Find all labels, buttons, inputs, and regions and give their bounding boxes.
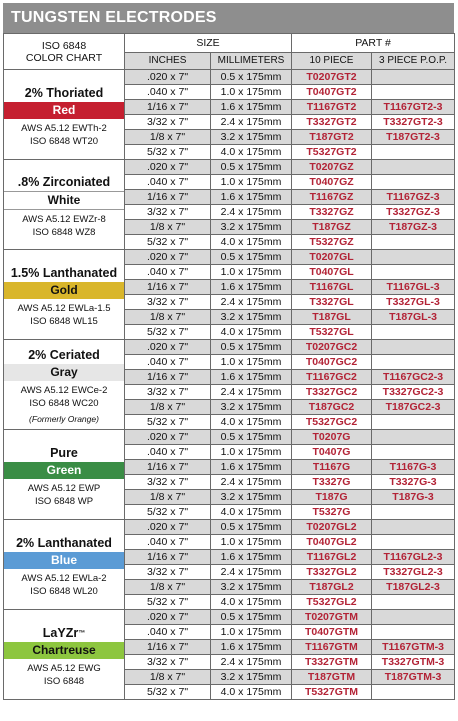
electrode-type-info [4, 532, 124, 598]
iso-spec: ISO 6848 [43, 675, 85, 687]
aws-spec: AWS A5.12 EWCe-2 [20, 385, 108, 396]
part-3-piece-cell: T1167GT2-3 [372, 100, 455, 115]
part-3-piece-cell: T187GL-3 [372, 310, 455, 325]
part-10-piece-cell: T187GZ [292, 220, 372, 235]
size-inches-cell: 1/8 x 7" [125, 490, 211, 505]
size-inches-cell: .040 x 7" [125, 625, 211, 640]
color-chart-header-line1: ISO 6848 [41, 39, 87, 52]
size-mm-cell: 4.0 x 175mm [211, 595, 292, 610]
size-mm-cell: 4.0 x 175mm [211, 235, 292, 250]
part-3-piece-cell [372, 520, 455, 535]
part-3-piece-cell: T187GT2-3 [372, 130, 455, 145]
part-10-piece-cell: T0207GL2 [292, 520, 372, 535]
millimeters-header: MILLIMETERS [211, 53, 292, 70]
part-3-piece-cell: T1167GL2-3 [372, 550, 455, 565]
color-chart-header-line2: COLOR CHART [25, 51, 103, 64]
size-mm-cell: 3.2 x 175mm [211, 490, 292, 505]
size-inches-cell: 3/32 x 7" [125, 655, 211, 670]
part-header: PART # [292, 34, 455, 53]
part-3-piece-cell: T3327GZ-3 [372, 205, 455, 220]
color-swatch: Gray [4, 364, 124, 381]
size-inches-cell: 1/16 x 7" [125, 100, 211, 115]
size-mm-cell: 1.6 x 175mm [211, 190, 292, 205]
electrode-type-info [4, 171, 124, 239]
electrode-type-name-text: LaYZr [42, 625, 79, 640]
size-inches-cell: 5/32 x 7" [125, 595, 211, 610]
color-swatch: Red [4, 102, 124, 119]
size-inches-cell: 3/32 x 7" [125, 475, 211, 490]
part-10-piece-cell: T0207GC2 [292, 340, 372, 355]
part-10-piece-cell: T3327GL2 [292, 565, 372, 580]
aws-spec: AWS A5.12 EWLa-2 [21, 572, 107, 584]
electrode-type-info [4, 262, 124, 328]
part-3-piece-cell [372, 355, 455, 370]
size-mm-cell: 2.4 x 175mm [211, 295, 292, 310]
electrode-type-info [4, 622, 124, 688]
part-10-piece-cell: T0407GL [292, 265, 372, 280]
part-3-piece-cell [372, 610, 455, 625]
size-inches-cell: 3/32 x 7" [125, 295, 211, 310]
part-10-piece-cell: T3327GT2 [292, 115, 372, 130]
size-mm-cell: 1.0 x 175mm [211, 85, 292, 100]
color-swatch: Green [4, 462, 124, 479]
iso-spec: ISO 6848 WT20 [29, 135, 99, 147]
size-mm-cell: 1.0 x 175mm [211, 355, 292, 370]
aws-spec: AWS A5.12 EWG [27, 662, 101, 674]
iso-spec: ISO 6848 WL20 [30, 585, 98, 597]
size-inches-cell: .020 x 7" [125, 340, 211, 355]
size-mm-cell: 2.4 x 175mm [211, 475, 292, 490]
part-3-piece-cell [372, 70, 455, 85]
part-10-piece-cell: T5327GC2 [292, 415, 372, 430]
part-3-piece-cell: T1167GC2-3 [372, 370, 455, 385]
size-inches-cell: .020 x 7" [125, 160, 211, 175]
size-mm-cell: 0.5 x 175mm [211, 610, 292, 625]
size-mm-cell: 3.2 x 175mm [211, 400, 292, 415]
electrode-type-name-text: 2% Lanthanated [16, 535, 112, 550]
iso-spec: ISO 6848 WC20 [29, 398, 99, 409]
size-inches-cell: 1/8 x 7" [125, 580, 211, 595]
part-3-piece-cell: T1167GTM-3 [372, 640, 455, 655]
size-mm-cell: 1.6 x 175mm [211, 460, 292, 475]
part-10-piece-cell: T5327GTM [292, 685, 372, 700]
table-row [4, 610, 455, 625]
electrode-type-name-text: 1.5% Lanthanated [10, 265, 118, 280]
size-inches-cell: 1/16 x 7" [125, 640, 211, 655]
electrode-type-name-text: 2% Thoriated [24, 85, 104, 100]
size-mm-cell: 1.6 x 175mm [211, 370, 292, 385]
part-3-piece-cell [372, 415, 455, 430]
part-3-piece-cell: T187GZ-3 [372, 220, 455, 235]
size-inches-cell: 5/32 x 7" [125, 685, 211, 700]
part-10-piece-cell: T187GTM [292, 670, 372, 685]
part-10-piece-cell: T187G [292, 490, 372, 505]
electrode-type-name [50, 446, 78, 461]
iso-spec: ISO 6848 WZ8 [32, 226, 96, 238]
part-10-piece-cell: T1167GT2 [292, 100, 372, 115]
part-10-piece-cell: T5327G [292, 505, 372, 520]
size-mm-cell: 0.5 x 175mm [211, 160, 292, 175]
part-10-piece-cell: T1167G [292, 460, 372, 475]
size-inches-cell: .020 x 7" [125, 250, 211, 265]
part-10-piece-cell: T5327GL2 [292, 595, 372, 610]
size-inches-cell: 5/32 x 7" [125, 505, 211, 520]
part-3-piece-cell: T1167G-3 [372, 460, 455, 475]
size-inches-cell: .040 x 7" [125, 445, 211, 460]
size-inches-cell: 5/32 x 7" [125, 415, 211, 430]
table-row [4, 430, 455, 445]
part-3-piece-cell [372, 625, 455, 640]
size-inches-cell: 3/32 x 7" [125, 205, 211, 220]
size-header: SIZE [125, 34, 292, 53]
size-inches-cell: .040 x 7" [125, 535, 211, 550]
size-inches-cell: .020 x 7" [125, 70, 211, 85]
size-mm-cell: 2.4 x 175mm [211, 115, 292, 130]
part-3-piece-cell [372, 235, 455, 250]
size-mm-cell: 4.0 x 175mm [211, 145, 292, 160]
part-10-piece-cell: T1167GTM [292, 640, 372, 655]
size-mm-cell: 1.0 x 175mm [211, 265, 292, 280]
color-swatch: Blue [4, 552, 124, 569]
iso-spec: ISO 6848 WL15 [30, 315, 98, 327]
part-3-piece-cell: T3327GTM-3 [372, 655, 455, 670]
part-3-piece-cell [372, 175, 455, 190]
table-row [4, 520, 455, 535]
size-inches-cell: 1/8 x 7" [125, 400, 211, 415]
part-3-piece-cell: T1167GZ-3 [372, 190, 455, 205]
electrode-type-name [43, 626, 85, 641]
page-title: TUNGSTEN ELECTRODES [3, 3, 454, 33]
size-inches-cell: 1/8 x 7" [125, 670, 211, 685]
size-inches-cell: 3/32 x 7" [125, 565, 211, 580]
size-mm-cell: 0.5 x 175mm [211, 520, 292, 535]
part-3-piece-cell [372, 85, 455, 100]
part-10-piece-cell: T187GT2 [292, 130, 372, 145]
part-10-piece-cell: T1167GZ [292, 190, 372, 205]
electrode-type-name [11, 266, 117, 281]
inches-header: INCHES [125, 53, 211, 70]
size-inches-cell: .040 x 7" [125, 85, 211, 100]
ten-piece-header: 10 PIECE [292, 53, 372, 70]
size-inches-cell: 5/32 x 7" [125, 325, 211, 340]
size-inches-cell: .020 x 7" [125, 520, 211, 535]
part-3-piece-cell [372, 445, 455, 460]
part-10-piece-cell: T3327GC2 [292, 385, 372, 400]
size-inches-cell: 3/32 x 7" [125, 385, 211, 400]
size-mm-cell: 1.0 x 175mm [211, 445, 292, 460]
electrode-type-name-text: Pure [50, 445, 78, 460]
part-10-piece-cell: T3327GZ [292, 205, 372, 220]
size-inches-cell: 1/8 x 7" [125, 220, 211, 235]
part-3-piece-cell [372, 535, 455, 550]
part-3-piece-cell [372, 595, 455, 610]
size-mm-cell: 1.0 x 175mm [211, 175, 292, 190]
size-inches-cell: .040 x 7" [125, 175, 211, 190]
size-mm-cell: 2.4 x 175mm [211, 385, 292, 400]
electrode-type-info [4, 442, 124, 508]
part-3-piece-cell [372, 160, 455, 175]
part-3-piece-cell: T3327GL-3 [372, 295, 455, 310]
electrode-type-cell [4, 250, 125, 340]
table-row [4, 70, 455, 85]
part-10-piece-cell: T0407GC2 [292, 355, 372, 370]
part-3-piece-cell [372, 685, 455, 700]
electrode-type-cell [4, 160, 125, 250]
part-10-piece-cell: T187GC2 [292, 400, 372, 415]
size-mm-cell: 1.6 x 175mm [211, 640, 292, 655]
part-3-piece-cell: T3327GL2-3 [372, 565, 455, 580]
color-chart-header [4, 34, 125, 70]
size-inches-cell: 1/16 x 7" [125, 370, 211, 385]
size-mm-cell: 1.0 x 175mm [211, 535, 292, 550]
part-3-piece-cell [372, 250, 455, 265]
part-3-piece-cell [372, 505, 455, 520]
trademark-symbol: ™ [78, 629, 86, 637]
size-inches-cell: .020 x 7" [125, 610, 211, 625]
aws-spec: AWS A5.12 EWZr-8 [22, 213, 106, 225]
electrode-type-cell [4, 70, 125, 160]
size-inches-cell: 5/32 x 7" [125, 145, 211, 160]
part-10-piece-cell: T0407G [292, 445, 372, 460]
size-mm-cell: 4.0 x 175mm [211, 325, 292, 340]
part-3-piece-cell [372, 145, 455, 160]
aws-spec: AWS A5.12 EWLa-1.5 [17, 302, 111, 314]
electrode-type-info [4, 82, 124, 148]
part-10-piece-cell: T0207GZ [292, 160, 372, 175]
size-mm-cell: 3.2 x 175mm [211, 310, 292, 325]
electrode-type-name-text: .8% Zirconiated [17, 174, 111, 189]
size-inches-cell: 1/16 x 7" [125, 190, 211, 205]
part-10-piece-cell: T0407GL2 [292, 535, 372, 550]
size-mm-cell: 4.0 x 175mm [211, 685, 292, 700]
size-mm-cell: 4.0 x 175mm [211, 505, 292, 520]
size-mm-cell: 0.5 x 175mm [211, 430, 292, 445]
part-3-piece-cell: T3327GC2-3 [372, 385, 455, 400]
color-swatch: Chartreuse [4, 642, 124, 659]
part-3-piece-cell: T1167GL-3 [372, 280, 455, 295]
part-10-piece-cell: T1167GL [292, 280, 372, 295]
electrode-type-name [25, 86, 104, 101]
size-inches-cell: 1/8 x 7" [125, 310, 211, 325]
size-mm-cell: 1.6 x 175mm [211, 280, 292, 295]
size-inches-cell: 1/16 x 7" [125, 280, 211, 295]
size-mm-cell: 3.2 x 175mm [211, 220, 292, 235]
part-10-piece-cell: T0407GZ [292, 175, 372, 190]
size-mm-cell: 0.5 x 175mm [211, 340, 292, 355]
size-mm-cell: 3.2 x 175mm [211, 130, 292, 145]
electrode-table [3, 33, 455, 700]
size-mm-cell: 3.2 x 175mm [211, 580, 292, 595]
part-3-piece-cell: T187GTM-3 [372, 670, 455, 685]
table-row [4, 250, 455, 265]
part-10-piece-cell: T187GL [292, 310, 372, 325]
aws-spec: AWS A5.12 EWP [27, 482, 101, 494]
part-10-piece-cell: T0207GL [292, 250, 372, 265]
color-swatch: Gold [4, 282, 124, 299]
part-10-piece-cell: T0207G [292, 430, 372, 445]
part-10-piece-cell: T5327GT2 [292, 145, 372, 160]
size-mm-cell: 2.4 x 175mm [211, 655, 292, 670]
part-3-piece-cell: T3327G-3 [372, 475, 455, 490]
part-10-piece-cell: T0207GT2 [292, 70, 372, 85]
part-10-piece-cell: T187GL2 [292, 580, 372, 595]
iso-spec: ISO 6848 WP [34, 495, 94, 507]
part-10-piece-cell: T0207GTM [292, 610, 372, 625]
part-3-piece-cell [372, 325, 455, 340]
part-10-piece-cell: T5327GZ [292, 235, 372, 250]
electrode-type-cell [4, 430, 125, 520]
part-3-piece-cell [372, 265, 455, 280]
electrode-type-cell [4, 340, 125, 430]
size-inches-cell: 3/32 x 7" [125, 115, 211, 130]
size-mm-cell: 1.0 x 175mm [211, 625, 292, 640]
size-inches-cell: 1/16 x 7" [125, 550, 211, 565]
size-inches-cell: .020 x 7" [125, 430, 211, 445]
size-mm-cell: 3.2 x 175mm [211, 670, 292, 685]
size-mm-cell: 1.6 x 175mm [211, 100, 292, 115]
part-10-piece-cell: T1167GC2 [292, 370, 372, 385]
part-10-piece-cell: T1167GL2 [292, 550, 372, 565]
size-inches-cell: .040 x 7" [125, 265, 211, 280]
part-10-piece-cell: T0407GTM [292, 625, 372, 640]
size-mm-cell: 2.4 x 175mm [211, 565, 292, 580]
table-row [4, 160, 455, 175]
part-10-piece-cell: T3327GL [292, 295, 372, 310]
three-piece-header: 3 PIECE P.O.P. [372, 53, 455, 70]
part-10-piece-cell: T3327GTM [292, 655, 372, 670]
size-mm-cell: 4.0 x 175mm [211, 415, 292, 430]
size-inches-cell: 1/8 x 7" [125, 130, 211, 145]
size-mm-cell: 0.5 x 175mm [211, 70, 292, 85]
color-note: (Formerly Orange) [29, 414, 99, 424]
electrode-type-name [18, 175, 110, 190]
table-row [4, 340, 455, 355]
size-mm-cell: 1.6 x 175mm [211, 550, 292, 565]
electrode-type-name [28, 348, 100, 363]
size-inches-cell: .040 x 7" [125, 355, 211, 370]
size-inches-cell: 1/16 x 7" [125, 460, 211, 475]
electrode-type-info [4, 344, 124, 425]
color-swatch: White [4, 191, 124, 210]
part-3-piece-cell: T187GC2-3 [372, 400, 455, 415]
part-3-piece-cell [372, 430, 455, 445]
electrode-type-cell [4, 610, 125, 700]
electrode-type-cell [4, 520, 125, 610]
electrode-type-name [16, 536, 112, 551]
size-mm-cell: 2.4 x 175mm [211, 205, 292, 220]
part-3-piece-cell: T187GL2-3 [372, 580, 455, 595]
part-3-piece-cell [372, 340, 455, 355]
part-10-piece-cell: T0407GT2 [292, 85, 372, 100]
aws-spec: AWS A5.12 EWTh-2 [21, 122, 107, 134]
part-10-piece-cell: T5327GL [292, 325, 372, 340]
electrode-type-name-text: 2% Ceriated [28, 348, 100, 362]
size-inches-cell: 5/32 x 7" [125, 235, 211, 250]
part-3-piece-cell: T3327GT2-3 [372, 115, 455, 130]
size-mm-cell: 0.5 x 175mm [211, 250, 292, 265]
part-10-piece-cell: T3327G [292, 475, 372, 490]
part-3-piece-cell: T187G-3 [372, 490, 455, 505]
